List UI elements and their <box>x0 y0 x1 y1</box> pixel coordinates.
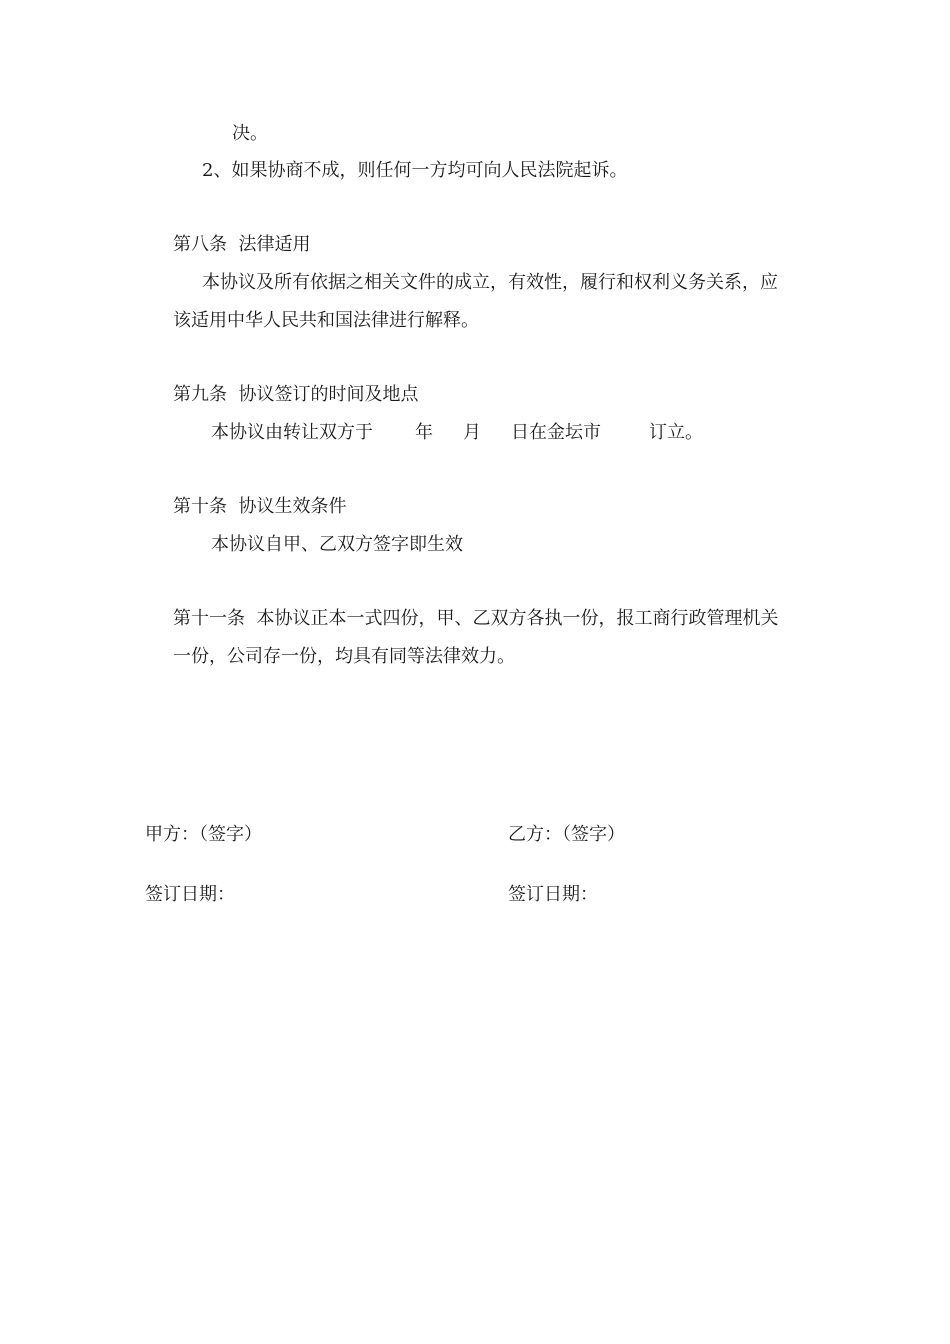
party-b-sign-date: 签订日期： <box>508 884 598 905</box>
section8-body-line2: 该适用中华人民共和国法律进行解释。 <box>173 310 479 331</box>
section8-heading: 第八条 法律适用 <box>173 234 311 255</box>
section9-body <box>211 421 703 445</box>
party-a-signature: 甲方：（签字） <box>145 824 262 845</box>
party-a-sign-date: 签订日期： <box>145 884 235 905</box>
section9-month: 月 <box>463 422 481 443</box>
section9-part1: 本协议由转让双方于 <box>211 422 373 443</box>
section8-body-line1: 本协议及所有依据之相关文件的成立，有效性，履行和权利义务关系，应 <box>202 272 778 293</box>
section9-part2: 日在金坛市 <box>511 422 601 443</box>
section7-item2: 2、如果协商不成，则任何一方均可向人民法院起诉。 <box>202 160 628 181</box>
section7-continuation: 决。 <box>232 123 268 144</box>
party-b-signature: 乙方：（签字） <box>508 824 625 845</box>
section9-year: 年 <box>415 422 433 443</box>
section9-heading: 第九条 协议签订的时间及地点 <box>173 384 419 405</box>
section10-body: 本协议自甲、乙双方签字即生效 <box>211 534 463 555</box>
section11-line2: 一份，公司存一份，均具有同等法律效力。 <box>173 646 515 667</box>
section9-part3: 订立。 <box>649 422 703 443</box>
section10-heading: 第十条 协议生效条件 <box>173 496 347 517</box>
section11-line1: 第十一条 本协议正本一式四份，甲、乙双方各执一份，报工商行政管理机关 <box>173 608 779 629</box>
